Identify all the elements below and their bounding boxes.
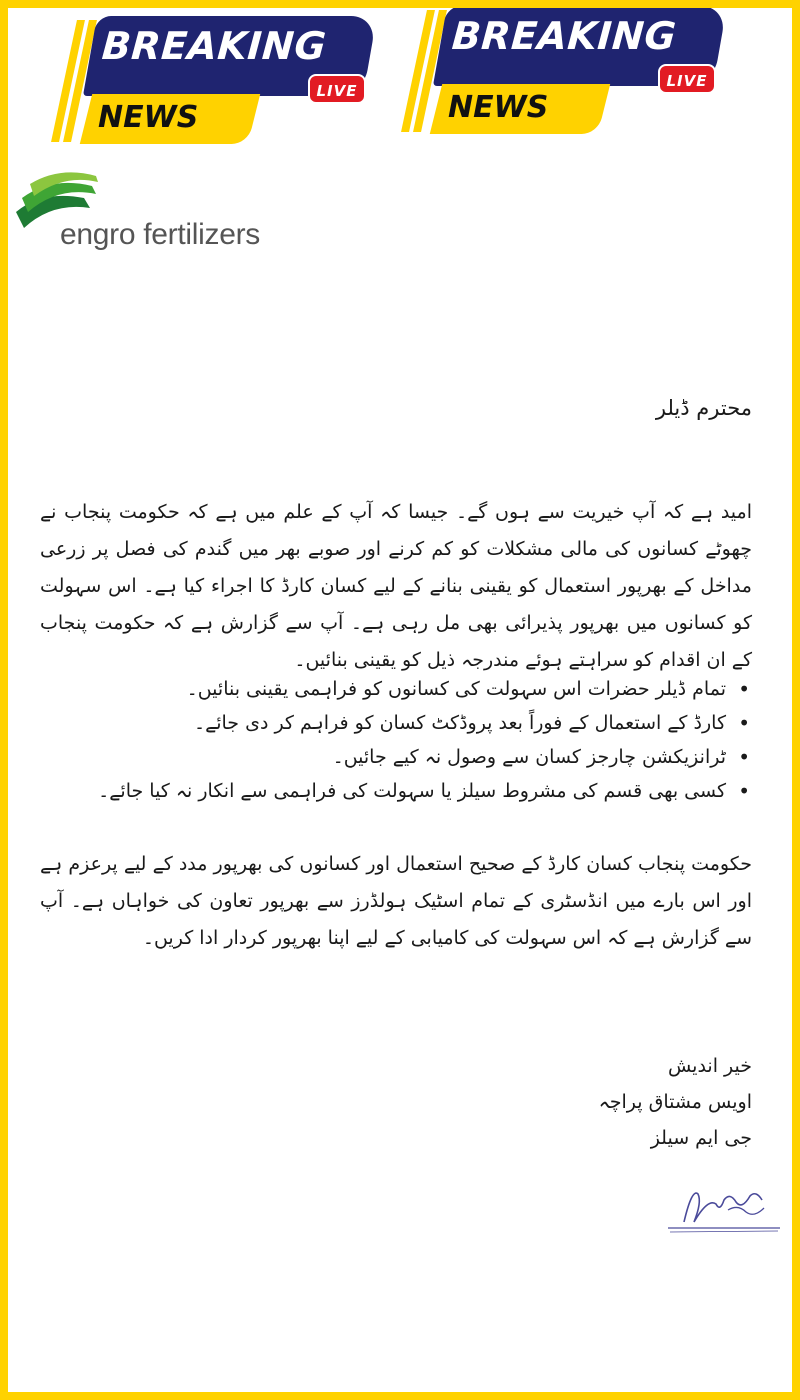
- signatory-name: اویس مشتاق پراچہ: [598, 1091, 752, 1113]
- closing-line: خیر اندیش: [667, 1055, 752, 1077]
- signatory-title: جی ایم سیلز: [650, 1127, 752, 1149]
- letter-paragraph-2: حکومت پنجاب کسان کارڈ کے صحیح استعمال اور کسانوں کی بھرپور مدد کے لیے پرعزم ہے اور اس بارے میں انڈسٹری کے تمام اسٹیک ہولڈرز سے بھرپور تعاون کی خواہاں ہے۔ آپ سے گزارش ہے کہ اس سہولت کی کامیابی کے لیے اپنا بھرپور کردار ادا کریں۔: [40, 853, 752, 949]
- breaking-label: BREAKING: [100, 24, 328, 68]
- engro-logo: [12, 168, 272, 268]
- list-item: [52, 774, 752, 808]
- signature-mark: [664, 1178, 784, 1238]
- news-label: NEWS: [448, 90, 549, 125]
- salutation: محترم ڈیلر: [655, 396, 752, 420]
- bullet-text: ٹرانزیکشن چارجز کسان سے وصول نہ کیے جائیں۔: [332, 746, 726, 768]
- list-item: [52, 740, 752, 774]
- bullet-text: کسی بھی قسم کی مشروط سیلز یا سہولت کی فراہمی سے انکار نہ کیا جائے۔: [98, 780, 726, 802]
- bullet-icon: •: [738, 745, 750, 769]
- breaking-news-banner-right: [400, 0, 730, 140]
- list-item: [52, 672, 752, 706]
- breaking-label: BREAKING: [450, 14, 678, 58]
- signoff-block: [452, 1048, 752, 1156]
- bullet-icon: •: [738, 779, 750, 803]
- news-label: NEWS: [98, 100, 199, 135]
- live-badge: LIVE: [308, 74, 366, 104]
- letter-paragraph-1: امید ہے کہ آپ خیریت سے ہوں گے۔ جیسا کہ آپ کے علم میں ہے کہ حکومت پنجاب نے چھوٹے کسانوں کی مالی مشکلات کو کم کرنے اور صوبے بھر میں گندم کی فصل پر زرعی مداخل کے بھرپور استعمال کو یقینی بنانے کے لیے کسان کارڈ کا اجراء کیا ہے۔ اس سہولت کو کسانوں میں بھرپور پذیرائی بھی مل رہی ہے۔ آپ سے گزارش ہے کہ حکومت پنجاب کے ان اقدام کو سراہتے ہوئے مندرجہ ذیل کو یقینی بنائیں۔: [40, 501, 752, 671]
- list-item: [52, 706, 752, 740]
- logo-wordmark: engro fertilizers: [60, 218, 260, 251]
- bullet-list: [52, 672, 752, 808]
- breaking-news-banner-left: [50, 10, 380, 150]
- bullet-icon: •: [738, 711, 750, 735]
- bullet-icon: •: [738, 677, 750, 701]
- bullet-text: کارڈ کے استعمال کے فوراً بعد پروڈکٹ کسان کو فراہم کر دی جائے۔: [193, 712, 726, 734]
- bullet-text: تمام ڈیلر حضرات اس سہولت کی کسانوں کو فراہمی یقینی بنائیں۔: [186, 678, 726, 700]
- live-badge: LIVE: [658, 64, 716, 94]
